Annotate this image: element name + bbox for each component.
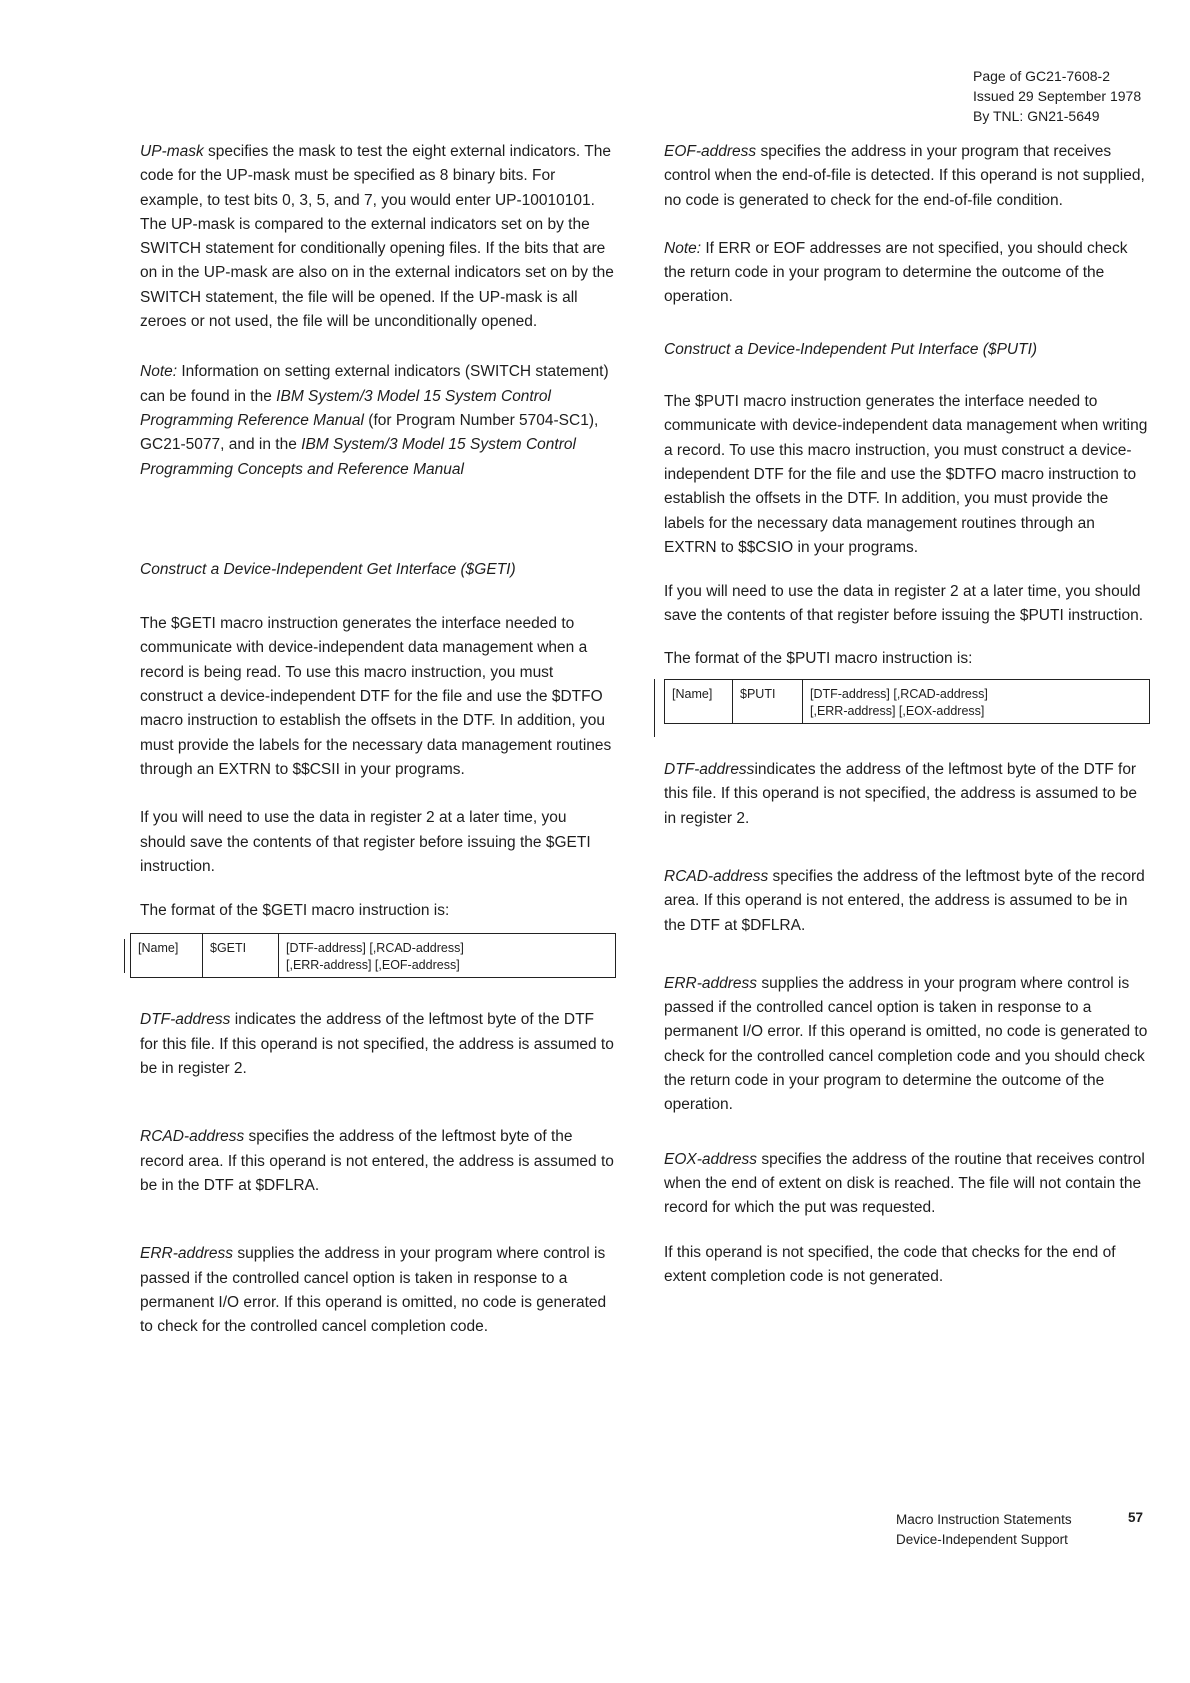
eof-term: EOF-address: [664, 143, 757, 160]
puti-dtf-paragraph: [664, 758, 1150, 831]
geti-heading: Construct a Device-Independent Get Interface ($GETI): [140, 560, 516, 578]
right-note-paragraph: [664, 237, 1150, 310]
puti-dtf-term: DTF-address: [664, 761, 755, 779]
page-number: 57: [1128, 1510, 1144, 1525]
upmask-text: specifies the mask to test the eight external indicators. The code for the UP-mask must be specified as 8 binary bits. For example, to test bits 0, 3, 5, and 7, you would enter UP-10010101. The UP-mask is compared to the external indicators set on by the SWITCH statement for conditionally opening files. If the bits that are on in the UP-mask are also on in the external indicators set on by the SWITCH statement, the file will be opened. If the UP-mask is all zeroes or not used, the file will be unconditionally opened.: [140, 143, 614, 331]
geti-rcad-paragraph: [140, 1125, 616, 1198]
left-note-text2: (for Program Number 5704-SC1), GC21-5077, and in the: [140, 411, 599, 454]
geti-format-box-wrap: [130, 933, 616, 978]
header-tnl: By TNL: GN21-5649: [973, 108, 1100, 124]
geti-format-intro: The format of the $GETI macro instruction is:: [140, 902, 450, 920]
puti-format-op: $PUTI: [733, 680, 803, 723]
puti-rcad-text: specifies the address of the leftmost byte of the record area. If this operand is not entered, the address is assumed to be in the DTF at $DFLRA.: [664, 867, 1145, 934]
geti-err-term: ERR-address: [140, 1245, 234, 1263]
geti-format-op: $GETI: [203, 934, 279, 977]
geti-err-paragraph: [140, 1242, 616, 1339]
puti-format-box-wrap: [664, 679, 1150, 724]
geti-format-operands: [DTF-address] [,RCAD-address] [,ERR-address] [,EOF-address]: [286, 941, 464, 973]
left-column: [140, 140, 616, 1339]
geti-dtf-term: DTF-address: [140, 1011, 231, 1029]
puti-rcad-term: RCAD-address: [664, 867, 769, 885]
puti-err-paragraph: [664, 972, 1150, 1118]
left-note-term: Note:: [140, 363, 178, 381]
left-note-ref1: IBM System/3 Model 15 System Control Programming Reference Manual: [140, 387, 551, 429]
header-page-of: Page of GC21-7608-2: [973, 68, 1110, 84]
footer-section: Macro Instruction Statements: [896, 1512, 1072, 1527]
geti-err-text: supplies the address in your program where control is passed if the controlled cancel option is taken in response to a permanent I/O error. If this operand is omitted, no code is generated to check for the controlled cancel completion code.: [140, 1245, 607, 1336]
footer-subsection: Device-Independent Support: [896, 1532, 1068, 1547]
puti-eox-text: specifies the address of the routine that receives control when the end of extent on disk is reached. The file will not contain the record for which the put was requested.: [664, 1150, 1145, 1217]
geti-format-name: [Name]: [131, 934, 203, 977]
geti-rcad-text: specifies the address of the leftmost byte of the record area. If this operand is not entered, the address is assumed to be in the DTF at $DFLRA.: [140, 1128, 614, 1194]
eof-text: specifies the address in your program that receives control when the end-of-file is detected. If this operand is not supplied, no code is generated to check for the end-of-file condition.: [664, 143, 1145, 209]
eof-paragraph: [664, 140, 1150, 213]
page-header: [973, 66, 1141, 126]
puti-format-intro: The format of the $PUTI macro instruction is:: [664, 649, 973, 667]
header-issued: Issued 29 September 1978: [973, 88, 1142, 104]
left-note-ref2: IBM System/3 Model 15 System Control Programming Concepts and Reference Manual: [140, 436, 576, 478]
left-note-paragraph: [140, 360, 616, 481]
puti-rcad-paragraph: [664, 865, 1150, 938]
revision-bar: [654, 679, 655, 737]
geti-dtf-text: indicates the address of the leftmost byte of the DTF for this file. If this operand is not specified, the address is assumed to be in register 2.: [140, 1011, 614, 1078]
right-note-term: Note:: [664, 239, 702, 257]
revision-bar: [124, 939, 125, 973]
upmask-term: UP-mask: [140, 143, 204, 160]
geti-register-note: If you will need to use the data in register 2 at a later time, you should save the contents of that register before issuing the $GETI instruction.: [140, 809, 591, 875]
puti-register-note: If you will need to use the data in register 2 at a later time, you should save the contents of that register before issuing the $PUTI instruction.: [664, 583, 1144, 625]
puti-eox-note: If this operand is not specified, the code that checks for the end of extent completion code is not generated.: [664, 1243, 1116, 1285]
puti-format-operands: [DTF-address] [,RCAD-address] [,ERR-address] [,EOX-address]: [810, 687, 988, 719]
puti-eox-paragraph: [664, 1148, 1150, 1221]
puti-eox-term: EOX-address: [664, 1150, 758, 1168]
puti-err-text: supplies the address in your program where control is passed if the controlled cancel option is taken in response to a permanent I/O error. If this operand is omitted, no code is generated to check for the controlled cancel completion code and you should check the return code in your program to determine the outcome of the operation.: [664, 974, 1148, 1114]
upmask-paragraph: [140, 140, 616, 334]
puti-dtf-text: indicates the address of the leftmost byte of the DTF for this file. If this operand is not specified, the address is assumed to be in register 2.: [664, 761, 1138, 827]
right-note-text: If ERR or EOF addresses are not specified, you should check the return code in your program to determine the outcome of the operation.: [664, 239, 1128, 306]
geti-format-table: [130, 933, 616, 978]
right-column: [664, 140, 1150, 1289]
puti-format-name: [Name]: [665, 680, 733, 723]
puti-heading: Construct a Device-Independent Put Interface ($PUTI): [664, 340, 1038, 358]
left-note-text1: Information on setting external indicators (SWITCH statement) can be found in the: [140, 363, 609, 405]
page-footer: [896, 1510, 1072, 1550]
puti-description: The $PUTI macro instruction generates the interface needed to communicate with device-independent data management when writing a record. To use this macro instruction, you must construct a device-independent DTF for the file and use the $DTFO macro instruction to establish the offsets in the DTF. In addition, you must provide the labels for the necessary data management routines through an EXTRN to $$CSIO in your programs.: [664, 393, 1148, 556]
geti-dtf-paragraph: [140, 1008, 616, 1081]
geti-description: The $GETI macro instruction generates the interface needed to communicate with device-independent data management when a record is being read. To use this macro instruction, you must construct a device-independent DTF for the file and use the $DTFO macro instruction to establish the offsets in the DTF. In addition, you must provide the labels for the necessary data management routines through an EXTRN to $$CSII in your programs.: [140, 615, 612, 778]
geti-rcad-term: RCAD-address: [140, 1128, 245, 1146]
puti-err-term: ERR-address: [664, 974, 758, 992]
puti-format-table: [664, 679, 1150, 724]
